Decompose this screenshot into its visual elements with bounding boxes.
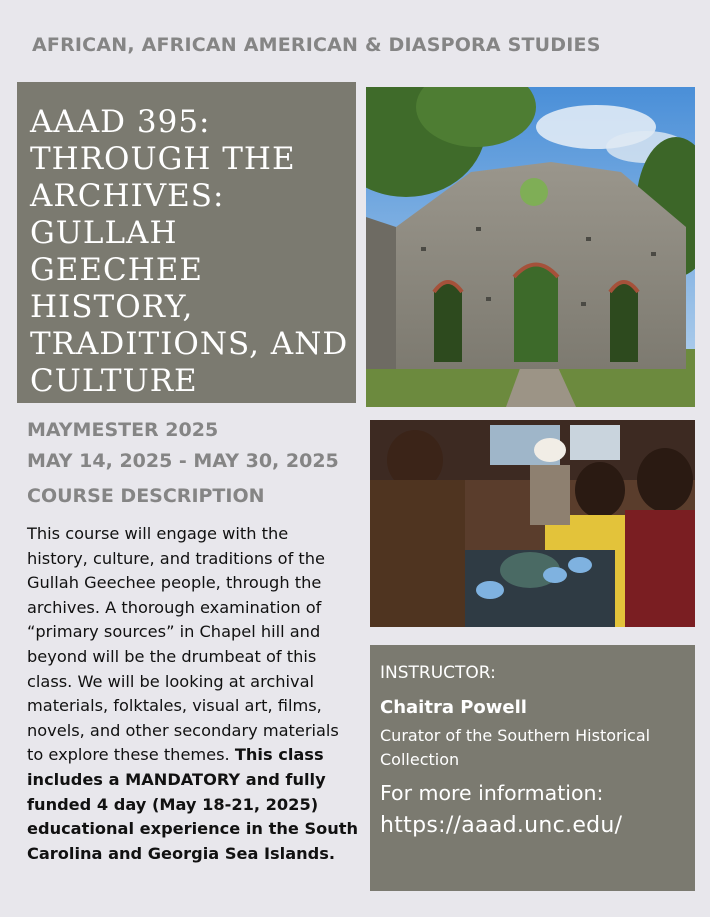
description-line: history, culture, and traditions of the [27, 548, 325, 568]
course-title-line: ARCHIVES: [30, 178, 225, 214]
more-info-label: For more information: [380, 781, 604, 805]
course-title-line: THROUGH THE [30, 141, 296, 177]
description-bold-line: includes a MANDATORY and fully [27, 769, 326, 789]
course-description [27, 522, 372, 866]
description-line: archives. A thorough examination of [27, 597, 322, 617]
info-url-link[interactable]: https://aaad.unc.edu/ [380, 813, 623, 838]
description-line: This course will engage with the [27, 524, 289, 543]
description-bold-line: educational experience in the South [27, 819, 359, 839]
description-line: materials, folktales, visual art, films, [27, 696, 322, 716]
instructor-name: Chaitra Powell [380, 697, 527, 718]
description-line-mixed [27, 743, 372, 768]
course-title-line: TRADITIONS, AND [30, 326, 349, 362]
course-title-line: HISTORY, [30, 289, 194, 325]
department-header: AFRICAN, AFRICAN AMERICAN & DIASPORA STUDIES [32, 34, 601, 56]
description-line: beyond will be the drumbeat of this [27, 646, 317, 666]
description-line: “primary sources” in Chapel hill and [27, 622, 321, 642]
course-title-line: GULLAH GEECHEE [30, 215, 204, 288]
course-title-line: AAAD 395: [30, 104, 211, 140]
description-line: Gullah Geechee people, through the [27, 573, 322, 593]
description-bold-part: This class [234, 745, 324, 765]
description-plain-part: to explore these themes. [27, 745, 235, 765]
course-dates: MAY 14, 2025 - MAY 30, 2025 [27, 450, 339, 472]
chapel-ruins-photo [366, 87, 695, 407]
description-line: novels, and other secondary materials [27, 720, 339, 740]
course-title [30, 104, 356, 400]
course-title-panel [17, 82, 356, 403]
instructor-role: Curator of the Southern Historical Collection [380, 726, 651, 769]
description-heading: COURSE DESCRIPTION [27, 485, 265, 507]
description-bold-line: Carolina and Georgia Sea Islands. [27, 843, 336, 863]
instructor-label: INSTRUCTOR: [380, 663, 496, 683]
course-term: MAYMESTER 2025 [27, 419, 219, 441]
instructor-panel [370, 645, 695, 891]
workshop-photo [370, 420, 695, 627]
description-bold-line: funded 4 day (May 18-21, 2025) [27, 794, 319, 814]
course-title-line: CULTURE [30, 363, 198, 399]
description-line: class. We will be looking at archival [27, 671, 315, 691]
